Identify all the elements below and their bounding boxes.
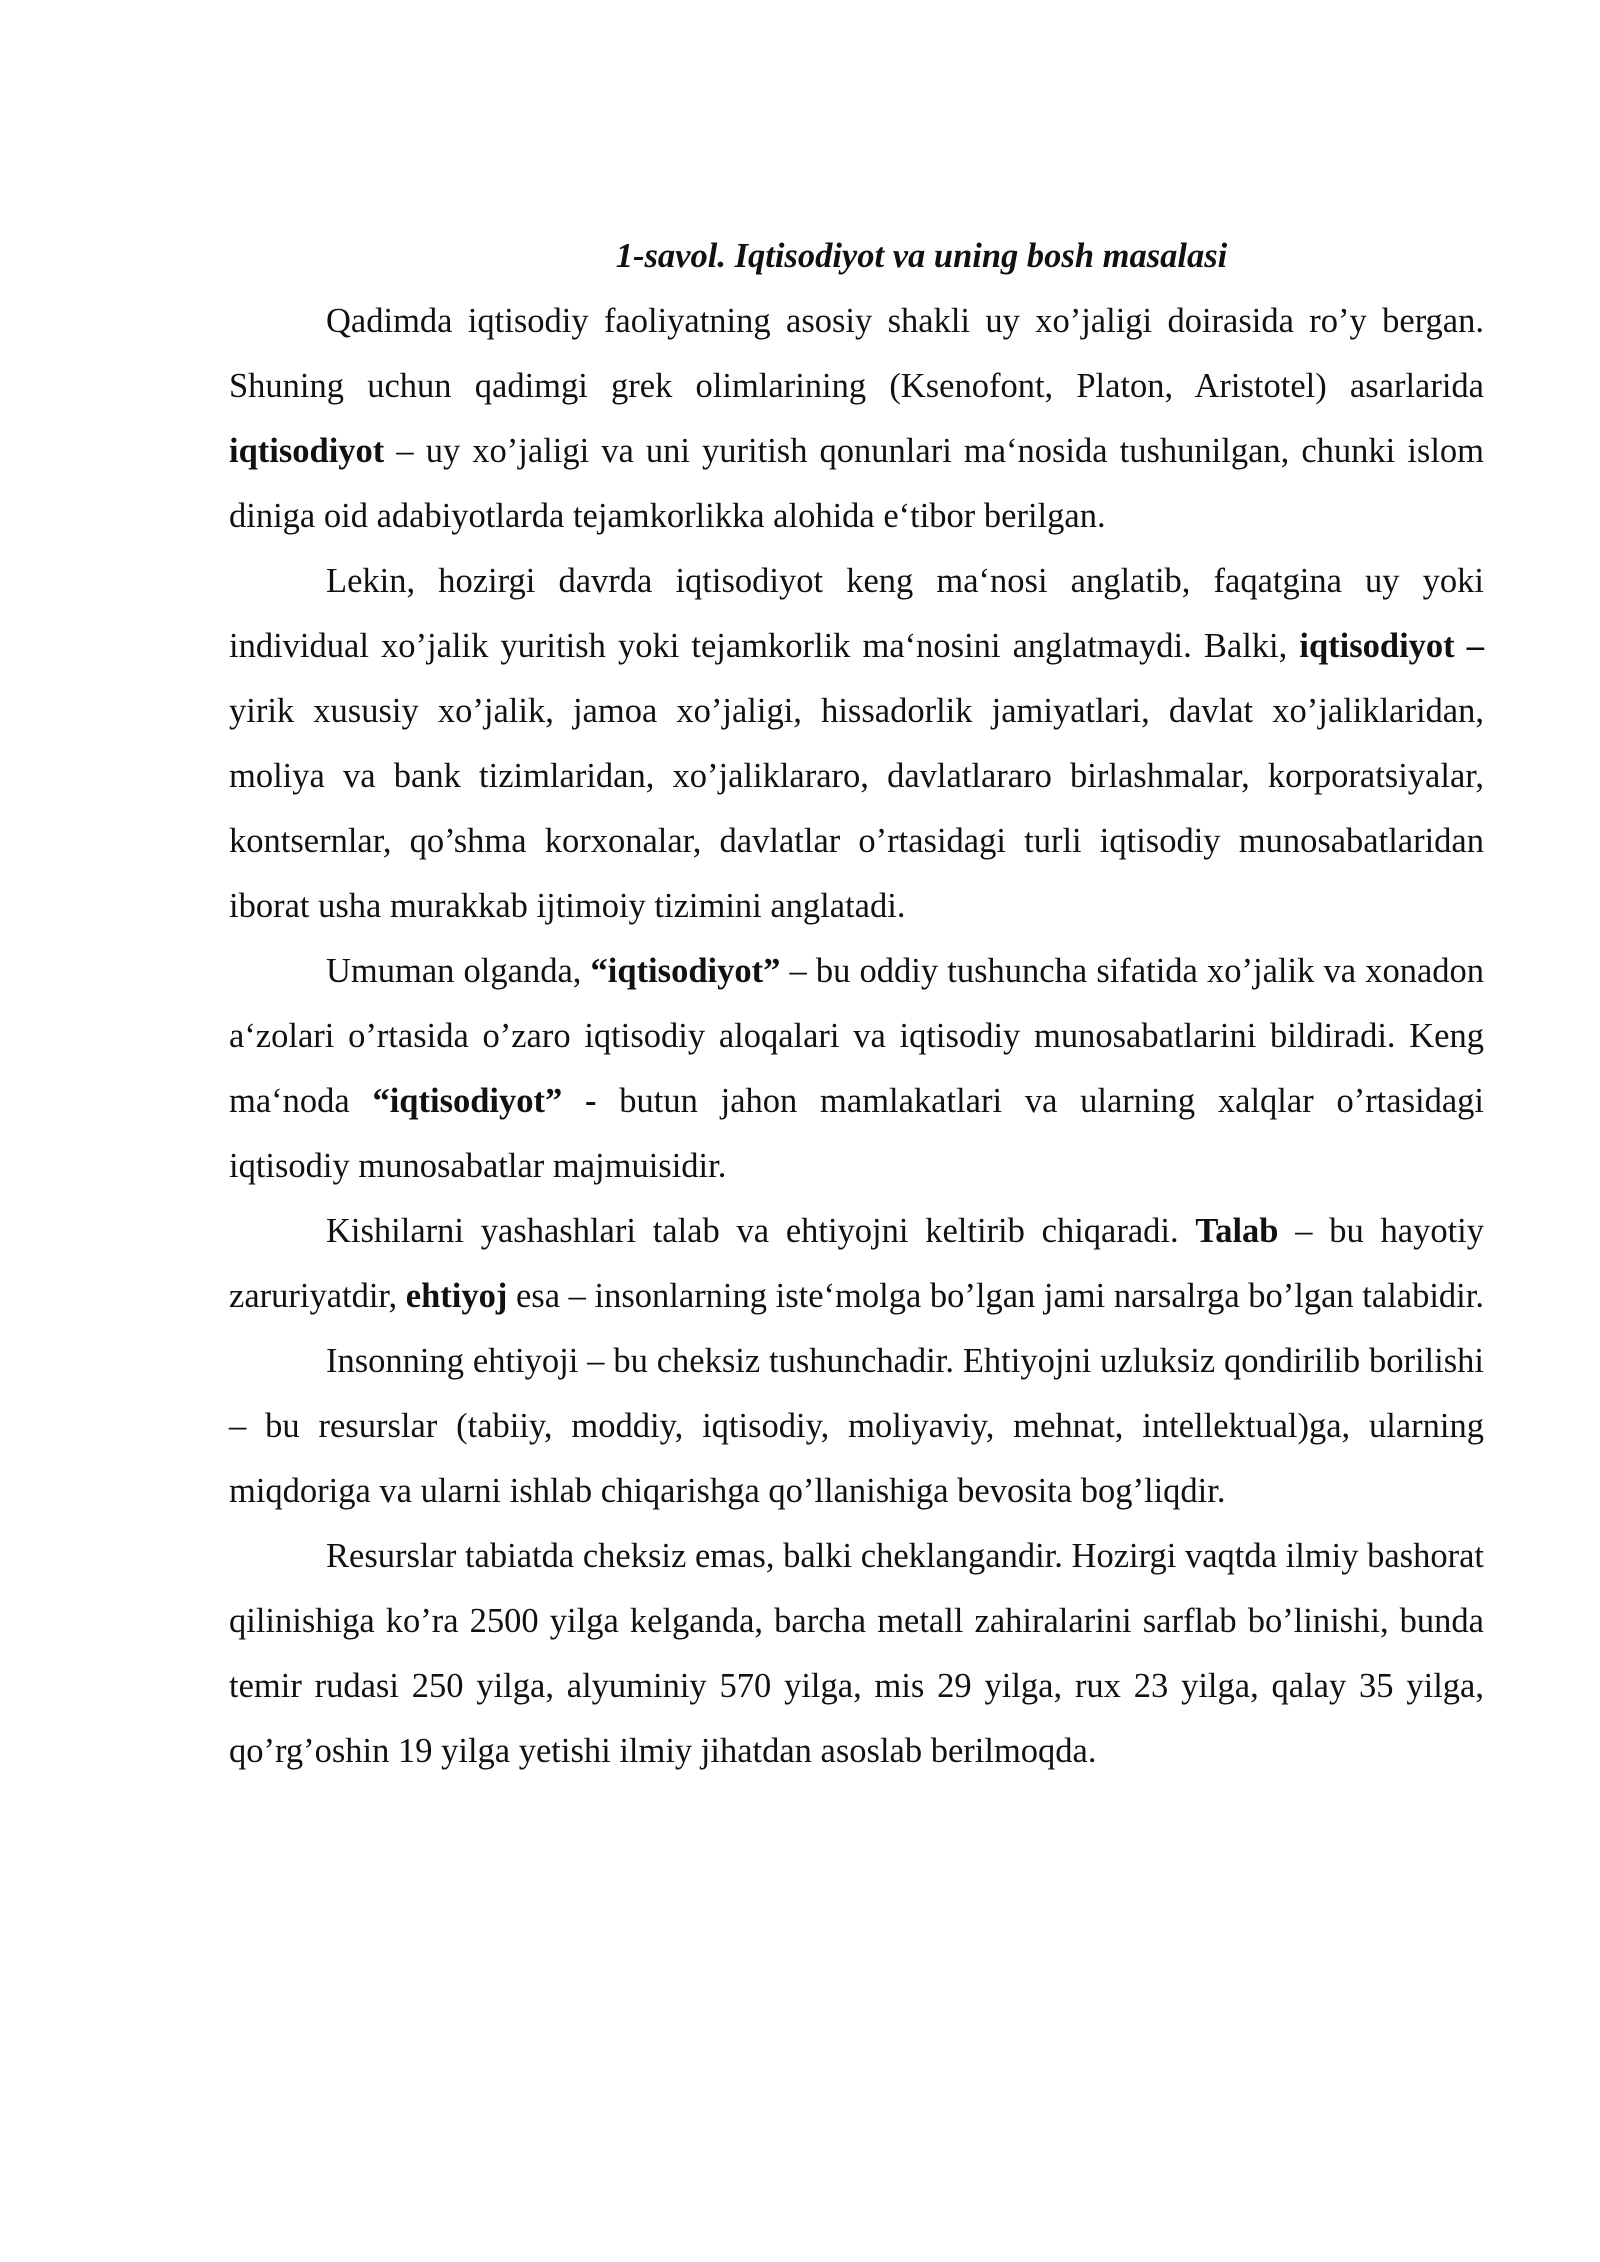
paragraph-text: – bu oddiy tushuncha sifatida xo’jalik va xonadon a‘zolari o’rtasida o’zaro iqtisodiy aloqalari va iqtisodiy munosabatlarini bildiradi. Keng ma‘noda <box>229 952 1485 1120</box>
paragraph-1 <box>229 289 1484 549</box>
document-body <box>229 224 1484 1784</box>
paragraph-text: – bu hayotiy zaruriyatdir, <box>229 1212 1485 1315</box>
paragraph-2 <box>229 549 1484 939</box>
paragraph-text: Lekin, hozirgi davrda iqtisodiyot keng ma‘nosi anglatib, faqatgina uy yoki individual xo’jalik yuritish yoki tejamkorlik ma‘nosini anglatmaydi. Balki, <box>229 562 1484 665</box>
paragraph-text: yirik xususiy xo’jalik, jamoa xo’jaligi, hissadorlik jamiyatlari, davlat xo’jaliklaridan, moliya va bank tizimlaridan, xo’jaliklararo, davlatlararo birlashmalar, korporatsiyalar, kontsernlar, qo’shma korxonalar, davlatlar o’rtasidagi turli iqtisodiy munosabatlaridan iborat usha murakkab ijtimoiy tizimini anglatadi. <box>229 692 1484 925</box>
paragraph-5 <box>229 1329 1484 1524</box>
paragraph-3 <box>229 939 1484 1199</box>
term-iqtisodiyot: iqtisodiyot – <box>1299 627 1484 665</box>
term-iqtisodiyot-quoted: “iqtisodiyot” - <box>372 1082 597 1120</box>
paragraph-text: Umuman olganda, <box>326 952 591 990</box>
term-iqtisodiyot: iqtisodiyot <box>229 432 385 470</box>
paragraph-4 <box>229 1199 1484 1329</box>
paragraph-text: Qadimda iqtisodiy faoliyatning asosiy shakli uy xo’jaligi doirasida ro’y bergan. Shuning uchun qadimgi grek olimlarining (Ksenofont, Platon, Aristotel) asarlarida <box>229 302 1484 405</box>
paragraph-text: butun jahon mamlakatlari va ularning xalqlar o’rtasidagi iqtisodiy munosabatlar majmuisidir. <box>229 1082 1484 1185</box>
term-ehtiyoj: ehtiyoj <box>405 1277 508 1315</box>
paragraph-text: Insonning ehtiyoji – bu cheksiz tushunchadir. Ehtiyojni uzluksiz qondirilib borilishi – bu resurslar (tabiiy, moddiy, iqtisodiy, moliyaviy, mehnat, intellektual)ga, ularning miqdoriga va ularni ishlab chiqarishga qo’llanishiga bevosita bog’liqdir. <box>229 1342 1484 1510</box>
paragraph-text: Resurslar tabiatda cheksiz emas, balki cheklangandir. Hozirgi vaqtda ilmiy bashorat qilinishiga ko’ra 2500 yilga kelganda, barcha metall zahiralarini sarflab bo’linishi, bunda temir rudasi 250 yilga, alyuminiy 570 yilga, mis 29 yilga, rux 23 yilga, qalay 35 yilga, qo’rg’oshin 19 yilga yetishi ilmiy jihatdan asoslab berilmoqda. <box>229 1537 1484 1770</box>
paragraph-text: Kishilarni yashashlari talab va ehtiyojni keltirib chiqaradi. <box>326 1212 1196 1250</box>
paragraph-6 <box>229 1524 1484 1784</box>
term-iqtisodiyot-quoted: “iqtisodiyot” <box>590 952 781 990</box>
term-talab: Talab <box>1195 1212 1279 1250</box>
section-title: 1-savol. Iqtisodiyot va uning bosh masalasi <box>615 237 1228 275</box>
paragraph-text: esa – insonlarning iste‘molga bo’lgan jami narsalrga bo’lgan talabidir. <box>507 1277 1484 1315</box>
paragraph-text: – uy xo’jaligi va uni yuritish qonunlari ma‘nosida tushunilgan, chunki islom diniga oid adabiyotlarda tejamkorlikka alohida e‘tibor berilgan. <box>229 432 1484 535</box>
